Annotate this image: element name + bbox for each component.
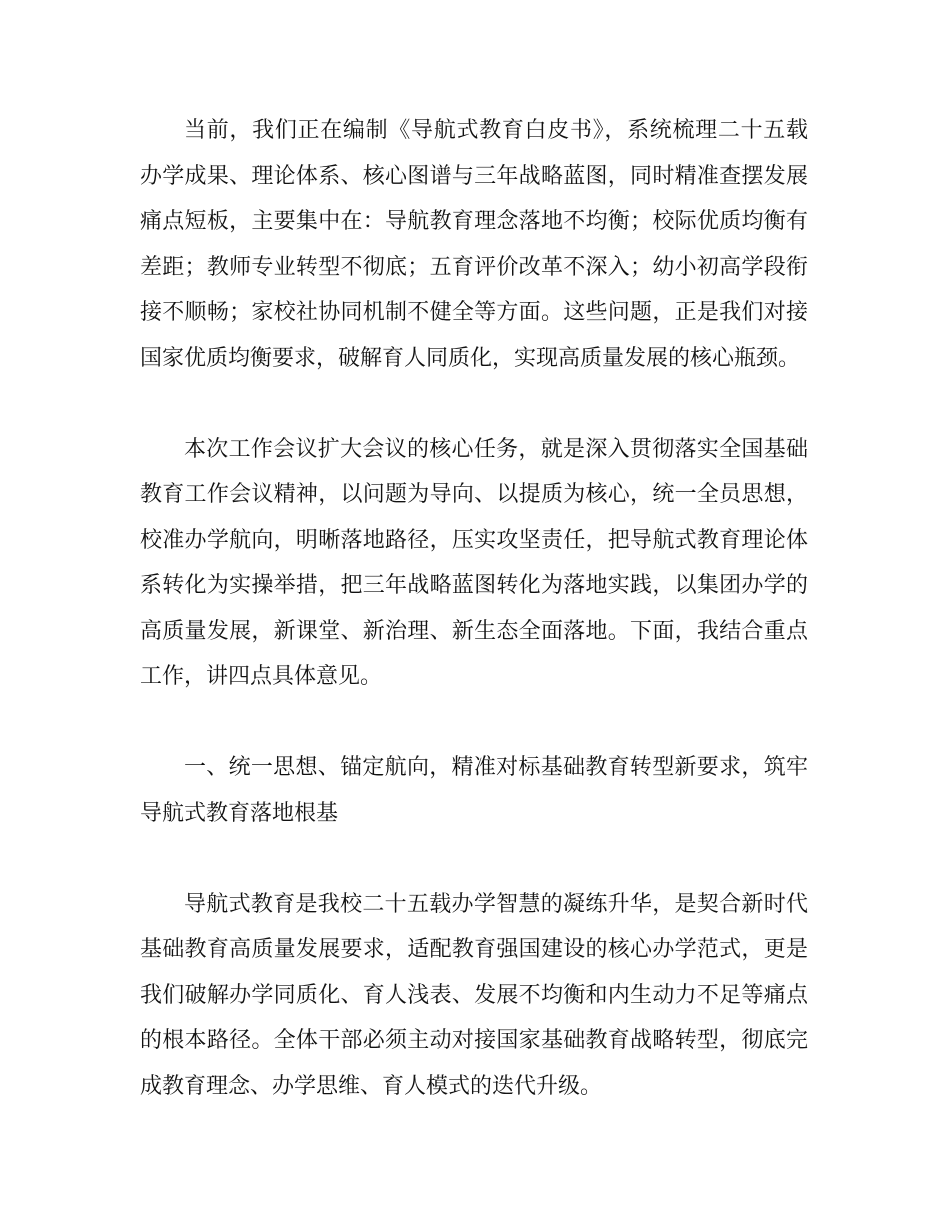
paragraph-current-situation: 当前，我们正在编制《导航式教育白皮书》，系统梳理二十五载办学成果、理论体系、核心图谱与三年战略蓝图，同时精准查摆发展痛点短板，主要集中在：导航教育理念落地不均衡；校际优质均衡有差距；教师专业转型不彻底；五育评价改革不深入；幼小初高学段衔接不顺畅；家校社协同机制不健全等方面。这些问题，正是我们对接国家优质均衡要求，破解育人同质化，实现高质量发展的核心瓶颈。 (140, 118, 808, 371)
paragraph-meeting-task: 本次工作会议扩大会议的核心任务，就是深入贯彻落实全国基础教育工作会议精神，以问题为导向、以提质为核心，统一全员思想，校准办学航向，明晰落地路径，压实攻坚责任，把导航式教育理论体系转化为实操举措，把三年战略蓝图转化为落地实践，以集团办学的高质量发展，新课堂、新治理、新生态全面落地。下面，我结合重点工作，讲四点具体意见。 (140, 436, 808, 689)
section-heading-1: 一、统一思想、锚定航向，精准对标基础教育转型新要求，筑牢导航式教育落地根基 (140, 755, 808, 826)
document-body (140, 108, 808, 1109)
paragraph-navigation-education: 导航式教育是我校二十五载办学智慧的凝练升华，是契合新时代基础教育高质量发展要求，适配教育强国建设的核心办学范式，更是我们破解办学同质化、育人浅表、发展不均衡和内生动力不足等痛点的根本路径。全体干部必须主动对接国家基础教育战略转型，彻底完成教育理念、办学思维、育人模式的迭代升级。 (140, 891, 808, 1099)
